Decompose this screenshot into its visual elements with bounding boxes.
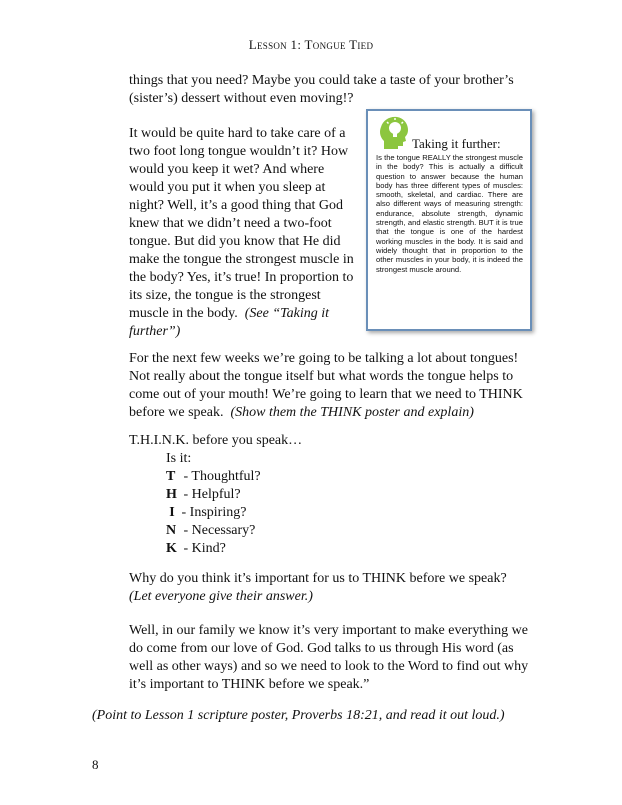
sidebar-body: Is the tongue REALLY the strongest muscle in the body? This is actually a difficult question to answer because the human body has three different types of muscles: smooth, skeletal, and cardiac. There are also different ways of measuring strength: endurance, absolute strength, dynamic strength, and elastic strength. BUT it is true that the tongue is one of the hardest working muscles in the body. It is said and widely thought that in proportion to the other muscles in your body, it is indeed the strongest muscle around. xyxy=(376,153,523,274)
think-list xyxy=(129,468,534,558)
paragraph-dessert: things that you need? Maybe you could take a taste of your brother’s (sister’s) dessert without even moving!? xyxy=(129,73,514,106)
running-header: Lesson 1: Tongue Tied xyxy=(248,37,374,52)
taking-it-further-box xyxy=(366,109,532,331)
paragraph-family: Well, in our family we know it’s very important to make everything we do come from our love of God. God talks to us through His word (as well as other ways) and so we need to look to the Word to find out why it’s important to THINK before we speak.” xyxy=(129,623,529,692)
sidebar-title: Taking it further: xyxy=(412,136,501,151)
think-acronym-block xyxy=(129,432,534,558)
see-further-note: (See “Taking it further”) xyxy=(129,306,330,339)
think-heading: T.H.I.N.K. before you speak… xyxy=(129,433,303,448)
list-item: H - Helpful? xyxy=(166,487,241,502)
list-item: T - Thoughtful? xyxy=(166,469,261,484)
think-intro-text: For the next few weeks we’re going to be talking a lot about tongues! Not really about the tongue itself but what words the tongue helps to come out of your mouth! We’re going to learn that we need to THINK before we speak. xyxy=(129,351,523,420)
poster-note: (Show them the THINK poster and explain) xyxy=(230,405,474,420)
list-item: K - Kind? xyxy=(166,541,226,556)
list-item: I - Inspiring? xyxy=(169,505,247,520)
tongue-muscle-text: It would be quite hard to take care of a two foot long tongue wouldn’t it? How would you keep it wet? And where would you put it when you sleep at night? Well, it’s a good thing that God knew that we didn’t need a two-foot tongue. But did you know that He did make the tongue the strongest muscle in the body? Yes, it’s true! In proportion to its size, the tongue is the strongest muscle in the body. xyxy=(129,126,354,321)
paragraph-question xyxy=(129,570,534,606)
question-text: Why do you think it’s important for us to THINK before we speak? xyxy=(129,571,507,586)
paragraph-tongue-muscle xyxy=(129,125,361,341)
is-it-label: Is it: xyxy=(166,451,192,466)
list-item: N - Necessary? xyxy=(166,523,256,538)
paragraph-think-intro xyxy=(129,350,534,422)
head-lightbulb-icon xyxy=(378,115,410,151)
page-number: 8 xyxy=(92,757,99,772)
answer-note: (Let everyone give their answer.) xyxy=(129,589,313,604)
scripture-instruction: (Point to Lesson 1 scripture poster, Proverbs 18:21, and read it out loud.) xyxy=(92,708,505,723)
